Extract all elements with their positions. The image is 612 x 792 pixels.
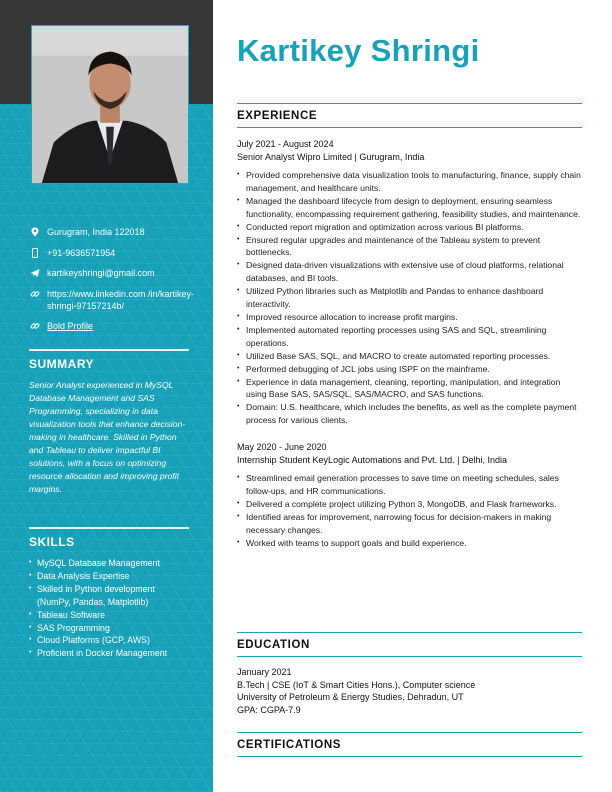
location-pin-icon (29, 226, 41, 238)
job-bullet: • Experience in data management, cleaning, reporting, manipulation, and integration using Base SAS, SAS/SQL, SAS/MACRO, and SAS functions. (237, 376, 582, 402)
skills-list (29, 557, 189, 660)
sidebar (0, 0, 213, 792)
education-underline (237, 656, 582, 657)
skill-item: • MySQL Database Management (29, 557, 189, 570)
education-gpa: GPA: CGPA-7.9 (237, 704, 301, 715)
phone-icon (29, 247, 41, 259)
job-title: Internship Student KeyLogic Automations and Pvt. Ltd. | Delhi, India (237, 454, 508, 465)
job-bullet: • Performed debugging of JCL jobs using ISPF on the mainframe. (237, 363, 582, 376)
job-bullet: • Identified areas for improvement, narrowing focus for decision-makers in making necessary changes. (237, 511, 582, 537)
bold-profile-link[interactable]: Bold Profile (47, 321, 94, 331)
skills-heading: SKILLS (29, 535, 75, 549)
summary-divider (29, 349, 189, 351)
job-bullet: • Domain: U.S. healthcare, which includes the benefits, as well as the complete payment process for various clients. (237, 401, 582, 427)
job-bullet: • Conducted report migration and optimization across various BI platforms. (237, 221, 582, 234)
skill-item: • Skilled in Python development (NumPy, Pandas, Matplotlib) (29, 583, 189, 609)
experience-section (237, 103, 582, 550)
skill-item: • SAS Programming (29, 622, 189, 635)
education-degree: B.Tech | CSE (IoT & Smart Cities Hons.), Computer science (237, 679, 476, 690)
job-bullet: • Delivered a complete project utilizing Python 3, MongoDB, and Flask frameworks. (237, 498, 582, 511)
skills-divider (29, 527, 189, 529)
skill-item: • Data Analysis Expertise (29, 570, 189, 583)
job-bullet: • Ensured regular upgrades and maintenance of the Tableau system to prevent bottlenecks. (237, 234, 582, 260)
skill-item: • Cloud Platforms (GCP, AWS) (29, 634, 189, 647)
job-title: Senior Analyst Wipro Limited | Gurugram, India (237, 151, 425, 162)
contact-address (29, 226, 204, 238)
certifications-section (237, 732, 582, 757)
job-entry (237, 441, 582, 549)
job-date: July 2021 - August 2024 (237, 139, 334, 149)
job-bullet: • Worked with teams to support goals and build experience. (237, 537, 582, 550)
summary-heading: SUMMARY (29, 357, 95, 371)
contact-email-text[interactable]: kartikeyshringi@gmail.com (47, 268, 155, 278)
job-entry (237, 138, 582, 427)
summary-section (29, 349, 189, 496)
job-bullet: • Managed the dashboard lifecycle from design to deployment, ensuring seamless functionality, encompassing requirement gathering, feasibility studies, and maintenance. (237, 195, 582, 221)
contact-phone (29, 247, 204, 259)
education-heading: EDUCATION (237, 639, 310, 651)
job-bullet: • Utilized Base SAS, SQL, and MACRO to create automated reporting processes. (237, 350, 582, 363)
education-entry (237, 666, 582, 716)
certifications-divider (237, 732, 582, 733)
job-bullet: • Provided comprehensive data visualization tools to manufacturing, finance, supply chain management, and healthcare units. (237, 169, 582, 195)
certifications-heading: CERTIFICATIONS (237, 739, 342, 751)
profile-photo (31, 25, 189, 184)
education-school: University of Petroleum & Energy Studies, Dehradun, UT (237, 692, 464, 702)
experience-divider (237, 103, 582, 104)
send-icon (29, 267, 41, 279)
contact-profile (29, 320, 204, 332)
job-bullet: • Utilized Python libraries such as Matplotlib and Pandas to enhance dashboard interactivity. (237, 285, 582, 311)
education-section (237, 632, 582, 716)
contact-email (29, 267, 204, 279)
certifications-underline (237, 756, 582, 757)
experience-heading: EXPERIENCE (237, 110, 318, 122)
job-bullet: • Designed data-driven visualizations with extensive use of cloud platforms, relational databases, and BI tools. (237, 259, 582, 285)
education-date: January 2021 (237, 667, 292, 677)
skills-section (29, 527, 189, 660)
job-bullet: • Streamlined email generation processes to save time on meeting schedules, sales follow-ups, and HR communications. (237, 472, 582, 498)
skill-item: • Proficient in Docker Management (29, 647, 189, 660)
job-bullet: • Improved resource allocation to increase profit margins. (237, 311, 582, 324)
job-bullets (237, 472, 582, 549)
job-bullets (237, 169, 582, 427)
contact-linkedin (29, 288, 204, 312)
education-divider (237, 632, 582, 633)
contact-linkedin-text[interactable]: https://www.linkedin.com /in/kartikey-shringi-97157214b/ (47, 288, 195, 311)
skill-item: • Tableau Software (29, 609, 189, 622)
experience-underline (237, 127, 582, 128)
link-icon (29, 288, 41, 300)
job-date: May 2020 - June 2020 (237, 442, 327, 453)
summary-text: Senior Analyst experienced in MySQL Database Management and SAS Programming, specializing in data visualization tools that enhance decision-making in healthcare. Skilled in Python and Tableau to deliver impactful BI solutions, with a focus on optimizing resource allocation and improving profit margins. (29, 380, 186, 494)
contact-address-text: Gurugram, India 122018 (47, 227, 145, 237)
job-bullet: • Implemented automated reporting processes using SAS and SQL, streamlining operations. (237, 324, 582, 350)
contact-phone-text: +91-9636571954 (47, 247, 116, 258)
contact-list (29, 226, 204, 341)
candidate-name: Kartikey Shringi (237, 33, 480, 68)
link-icon (29, 320, 41, 332)
